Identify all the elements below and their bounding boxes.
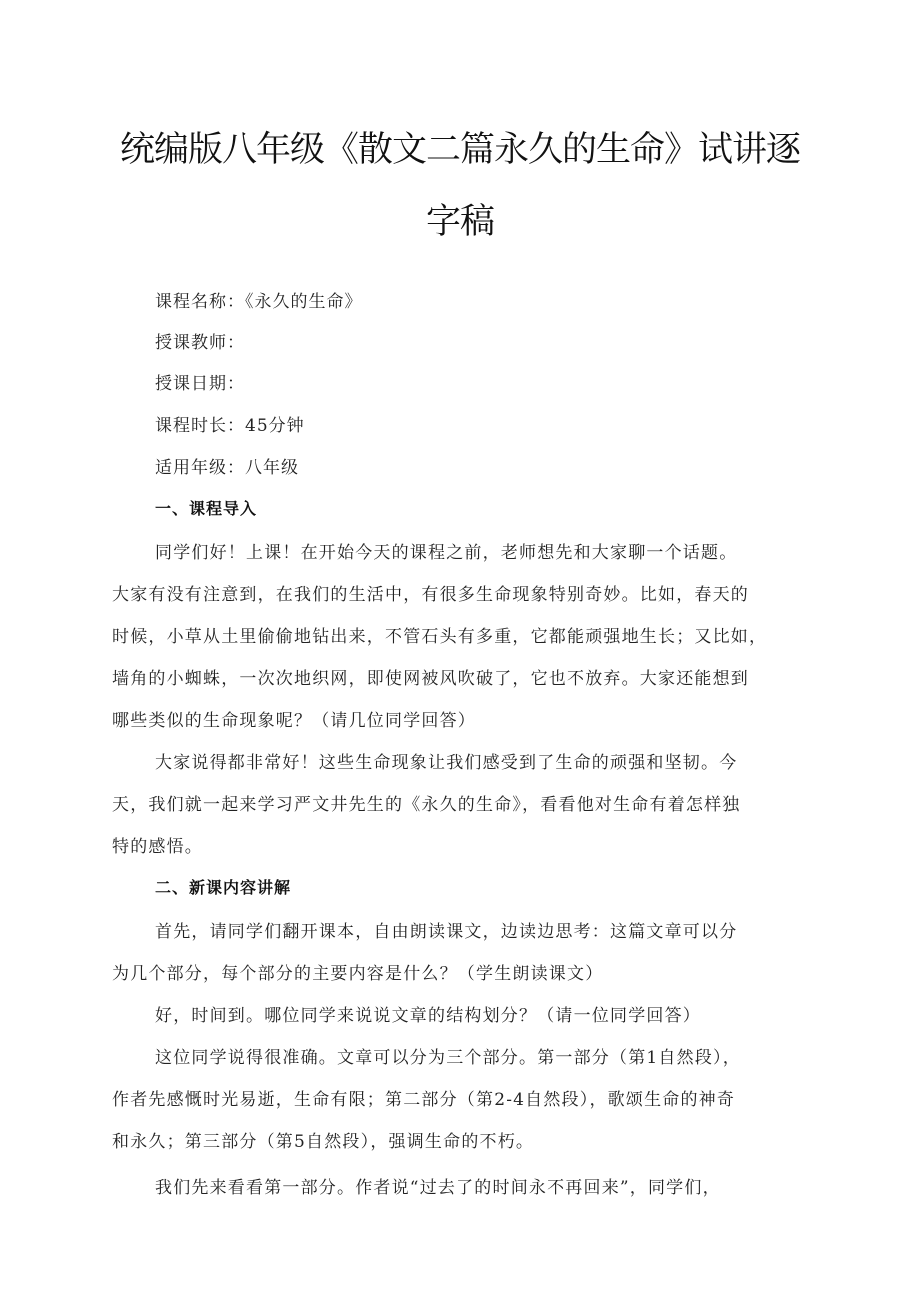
section-heading-new-lesson: 二、新课内容讲解	[155, 878, 292, 897]
paragraph-line: 哪些类似的生命现象呢？（请几位同学回答）	[112, 711, 476, 731]
paragraph-line: 好，时间到。哪位同学来说说文章的结构划分？（请一位同学回答）	[155, 1006, 701, 1026]
paragraph-line: 这位同学说得很准确。文章可以分为三个部分。第一部分（第1自然段），	[155, 1048, 741, 1068]
paragraph-line: 特的感悟。	[112, 837, 203, 857]
meta-course-name: 课程名称：《永久的生命》	[155, 292, 363, 312]
paragraph-line: 墙角的小蜘蛛，一次次地织网，即使网被风吹破了，它也不放弃。大家还能想到	[112, 669, 749, 689]
meta-date: 授课日期：	[155, 374, 245, 394]
paragraph-line: 和永久；第三部分（第5自然段），强调生命的不朽。	[112, 1132, 535, 1152]
paragraph-line: 我们先来看看第一部分。作者说“过去了的时间永不再回来”，同学们，	[155, 1178, 721, 1198]
document-title-line-1: 统编版八年级《散文二篇永久的生命》试讲逐	[119, 130, 800, 170]
paragraph-line: 作者先感慨时光易逝，生命有限；第二部分（第2-4自然段），歌颂生命的神奇	[112, 1090, 736, 1110]
paragraph-line: 天，我们就一起来学习严文井先生的《永久的生命》，看看他对生命有着怎样独	[112, 795, 741, 815]
paragraph-line: 首先，请同学们翻开课本，自由朗读课文，边读边思考：这篇文章可以分	[155, 922, 738, 942]
section-heading-intro: 一、课程导入	[155, 499, 258, 518]
meta-duration: 课程时长：45分钟	[155, 416, 305, 436]
meta-grade: 适用年级：八年级	[155, 458, 299, 478]
meta-teacher: 授课教师：	[155, 333, 245, 353]
paragraph-line: 时候，小草从土里偷偷地钻出来，不管石头有多重，它都能顽强地生长；又比如，	[112, 627, 768, 647]
paragraph-line: 大家有没有注意到，在我们的生活中，有很多生命现象特别奇妙。比如，春天的	[112, 585, 749, 605]
paragraph-line: 为几个部分，每个部分的主要内容是什么？（学生朗读课文）	[112, 964, 604, 984]
paragraph-line: 大家说得都非常好！这些生命现象让我们感受到了生命的顽强和坚韧。今	[155, 753, 738, 773]
paragraph-line: 同学们好！上课！在开始今天的课程之前，老师想先和大家聊一个话题。	[155, 543, 738, 563]
document-title-line-2: 字稿	[425, 202, 494, 242]
